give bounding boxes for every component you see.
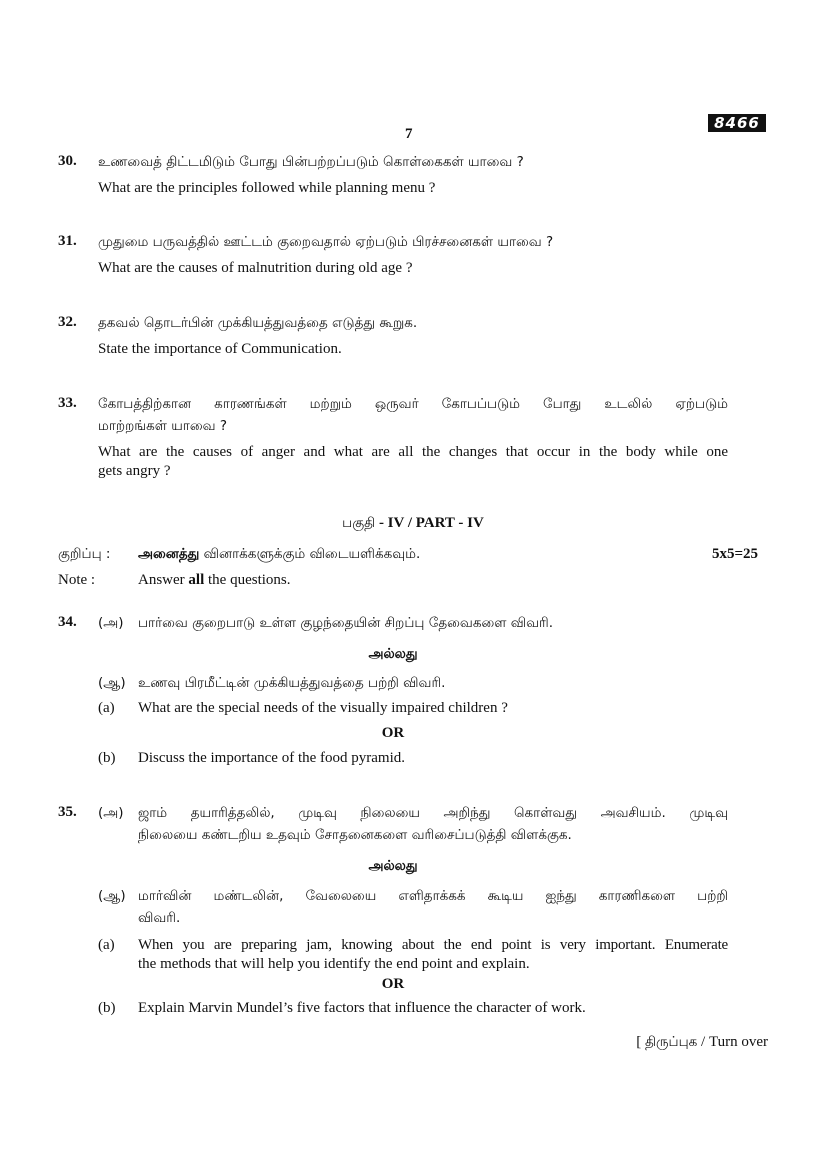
question-number: 31. <box>58 233 77 249</box>
note-tamil-bold: அனைத்து <box>138 546 200 562</box>
marks-allocation: 5x5=25 <box>712 546 759 562</box>
note-tamil <box>138 546 420 564</box>
or-separator-english: OR <box>381 725 405 741</box>
option-text-english: the methods that will help you identify the end point and explain. <box>138 956 530 972</box>
option-label-tamil: (அ) <box>98 805 124 821</box>
question-number: 32. <box>58 314 77 330</box>
part-heading-tamil: பகுதி <box>342 515 376 531</box>
question-text-tamil: உணவைத் திட்டமிடும் போது பின்பற்றப்படும் கொள்கைகள் யாவை ? <box>98 154 524 170</box>
or-separator-tamil: அல்லது <box>368 646 418 662</box>
note-english-pre: Answer <box>138 572 189 588</box>
note-tamil-rest: வினாக்களுக்கும் விடையளிக்கவும். <box>199 546 421 562</box>
option-text-english: Explain Marvin Mundel’s five factors that influence the character of work. <box>138 1000 586 1016</box>
option-label-tamil: (ஆ) <box>98 888 126 904</box>
footer-bracket: [ <box>636 1034 645 1050</box>
part-heading <box>0 515 826 533</box>
option-label-tamil: (அ) <box>98 615 124 631</box>
option-label-english: (a) <box>98 700 115 716</box>
paper-code-badge: 8466 <box>708 114 766 132</box>
footer-tamil: திருப்புக <box>644 1034 698 1050</box>
option-text-tamil: ஜாம் தயாரித்தலில், முடிவு நிலையை அறிந்து கொள்வது அவசியம். முடிவு <box>138 805 728 821</box>
option-label-english: (b) <box>98 1000 116 1016</box>
or-separator-tamil: அல்லது <box>368 858 418 874</box>
note-tamil-label: குறிப்பு : <box>58 546 111 562</box>
question-text-tamil: முதுமை பருவத்தில் ஊட்டம் குறைவதால் ஏற்படும் பிரச்சனைகள் யாவை ? <box>98 234 554 250</box>
note-english-label: Note : <box>58 572 96 588</box>
note-english-bold: all <box>188 572 205 588</box>
page-number: 7 <box>405 126 413 142</box>
option-text-tamil: விவரி. <box>138 910 181 926</box>
option-label-english: (a) <box>98 937 115 953</box>
question-number: 35. <box>58 804 77 820</box>
question-text-english: State the importance of Communication. <box>98 341 342 357</box>
option-text-english: When you are preparing jam, knowing about the end point is very important. Enumerate <box>138 937 728 953</box>
question-number: 30. <box>58 153 77 169</box>
option-text-tamil: பார்வை குறைபாடு உள்ள குழந்தையின் சிறப்பு தேவைகளை விவரி. <box>138 615 553 631</box>
question-number: 34. <box>58 614 77 630</box>
note-english-post: the questions. <box>204 572 291 588</box>
part-heading-english: - IV / PART - IV <box>375 515 484 531</box>
option-label-english: (b) <box>98 750 116 766</box>
question-text-tamil: தகவல் தொடர்பின் முக்கியத்துவத்தை எடுத்து கூறுக. <box>98 315 418 331</box>
option-text-english: Discuss the importance of the food pyramid. <box>138 750 406 766</box>
footer-english: / Turn over <box>697 1034 768 1050</box>
question-text-english: gets angry ? <box>98 463 171 479</box>
option-text-tamil: நிலையை கண்டறிய உதவும் சோதனைகளை வரிசைப்படுத்தி விளக்குக. <box>138 827 572 843</box>
question-text-english: What are the causes of malnutrition during old age ? <box>98 260 413 276</box>
question-text-english: What are the principles followed while planning menu ? <box>98 180 436 196</box>
or-separator-english: OR <box>381 976 405 992</box>
question-text-tamil: கோபத்திற்கான காரணங்கள் மற்றும் ஒருவர் கோபப்படும் போது உடலில் ஏற்படும் <box>98 396 728 412</box>
option-label-tamil: (ஆ) <box>98 675 126 691</box>
question-number: 33. <box>58 395 77 411</box>
note-english <box>138 572 291 589</box>
turn-over-footer <box>636 1034 768 1052</box>
option-text-tamil: உணவு பிரமீட்டின் முக்கியத்துவத்தை பற்றி விவரி. <box>138 675 446 691</box>
option-text-english: What are the special needs of the visually impaired children ? <box>138 700 508 716</box>
question-text-english: What are the causes of anger and what are all the changes that occur in the body while one <box>98 444 728 460</box>
option-text-tamil: மார்வின் மண்டலின், வேலையை எளிதாக்கக் கூடிய ஐந்து காரணிகளை பற்றி <box>138 888 728 904</box>
question-text-tamil: மாற்றங்கள் யாவை ? <box>98 418 228 434</box>
